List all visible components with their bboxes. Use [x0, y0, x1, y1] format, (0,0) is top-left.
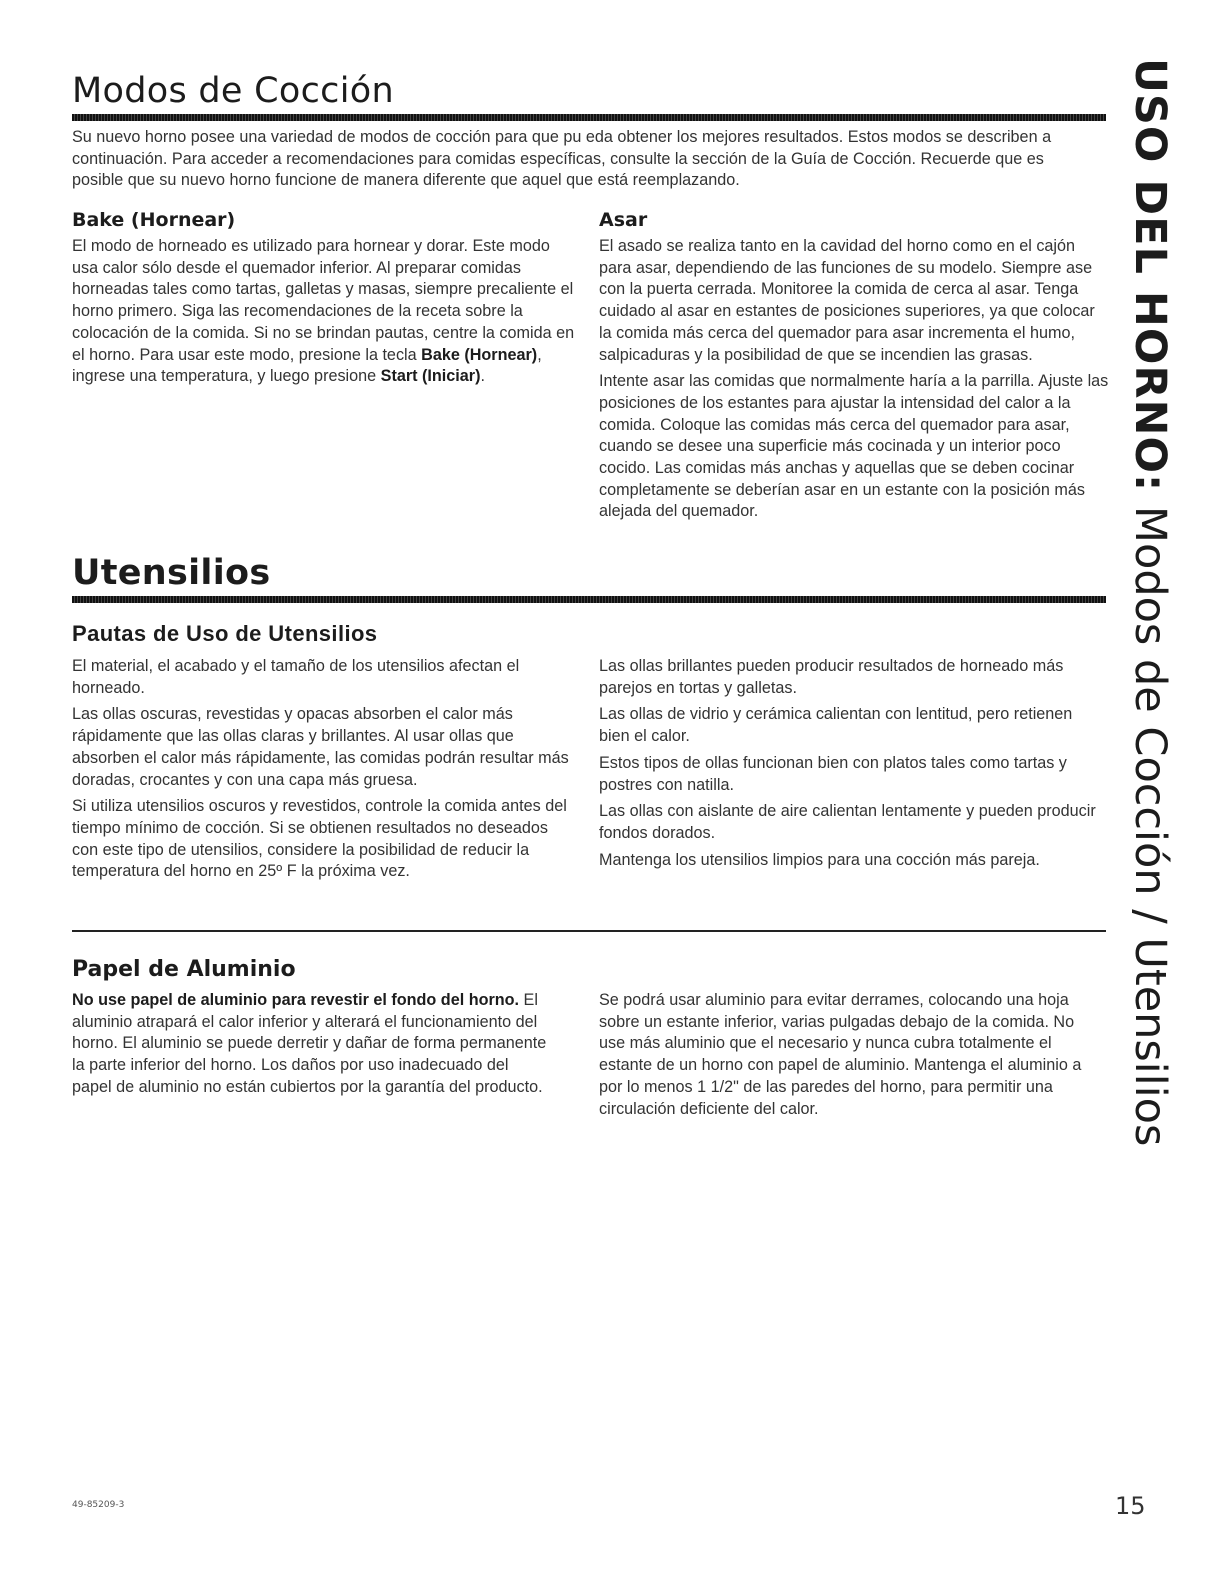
section-rule: [72, 596, 1106, 603]
section-rule: [72, 114, 1106, 121]
bake-key-label: Bake (Hornear): [421, 345, 538, 364]
foil-left-column: [72, 990, 547, 1099]
broil-paragraph-1: El asado se realiza tanto en la cavidad del horno como en el cajón para asar, dependiendo de las funciones de su modelo. Siempre ase con la puerta cerrada. Monitoree la comida de cerca al asar. Tenga cuidado al asar en estantes de posiciones superiores, ya que colocar la comida más cerca del quemador para asar incrementa el humo, salpicaduras y la posibilidad de que se incendien las grasas.: [599, 237, 1095, 364]
bake-heading: Bake (Hornear): [72, 209, 236, 231]
bake-text-1: El modo de horneado es utilizado para hornear y dorar. Este modo usa calor sólo desde el quemador inferior. Al preparar comidas horneadas tales como tartas, galletas y masas, siempre precaliente el horno primero. Siga las recomendaciones de la receta sobre la colocación de la comida. Si no se brindan pautas, centre la comida en el horno. Para usar este modo, presione la tecla: [72, 237, 575, 364]
guideline-paragraph: Las ollas brillantes pueden producir resultados de horneado más parejos en tortas y galletas.: [599, 657, 1064, 697]
intro-paragraph: Su nuevo horno posee una variedad de modos de cocción para que pu eda obtener los mejores resultados. Estos modos se describen a continuación. Para acceder a recomendaciones para comidas específicas, consulte la sección de la Guía de Cocción. Recuerde que es posible que su nuevo horno funcione de manera diferente que aquel que está reemplazando.: [72, 128, 1052, 190]
sidebar-chapter-strong: USO DEL HORNO:: [1125, 58, 1175, 493]
foil-warning-bold: No use papel de aluminio para revestir el fondo del horno.: [72, 991, 520, 1009]
guideline-paragraph: Las ollas con aislante de aire calientan lentamente y pueden producir fondos dorados.: [599, 802, 1096, 842]
foil-right-column: [599, 990, 1104, 1120]
section-title-cooking-modes: Modos de Cocción: [72, 71, 394, 111]
sidebar-chapter-title: [1124, 58, 1176, 1146]
foil-warning-text: El aluminio atrapará el calor inferior y alterará el funcionamiento del horno. El aluminio se puede derretir y dañar de forma permanente la parte inferior del horno. Los daños por uso inadecuado del papel de aluminio no están cubiertos por la garantía del producto.: [72, 991, 547, 1096]
guideline-paragraph: Las ollas oscuras, revestidas y opacas absorben el calor más rápidamente que las ollas claras y brillantes. Al usar ollas que absorben el calor más rápidamente, las comidas podrán resultar más doradas, crocantes y con una capa más gruesa.: [72, 705, 569, 789]
guidelines-right-column: [599, 656, 1104, 871]
bake-text-3: .: [480, 367, 486, 386]
guideline-paragraph: El material, el acabado y el tamaño de los utensilios afectan el horneado.: [72, 657, 520, 697]
bake-block: [72, 208, 577, 388]
broil-heading: Asar: [599, 209, 648, 231]
guidelines-heading: Pautas de Uso de Utensilios: [72, 621, 378, 646]
guideline-paragraph: Las ollas de vidrio y cerámica calientan con lentitud, pero retienen bien el calor.: [599, 705, 1073, 746]
guideline-paragraph: Mantenga los utensilios limpios para una cocción más pareja.: [599, 850, 1040, 869]
guideline-paragraph: Estos tipos de ollas funcionan bien con platos tales como tartas y postres con natilla.: [599, 753, 1067, 794]
start-key-label: Start (Iniciar): [380, 367, 481, 386]
broil-block: [599, 208, 1109, 523]
subsection-rule: [72, 930, 1106, 932]
sidebar-chapter-light: Modos de Cocción / Utensilios: [1125, 492, 1175, 1147]
page-number: 15: [1115, 1492, 1146, 1520]
bake-paragraph: [72, 236, 577, 388]
foil-usage-paragraph: Se podrá usar aluminio para evitar derrames, colocando una hoja sobre un estante inferior, varias pulgadas debajo de la comida. No use más aluminio que el necesario y nunca cubra totalmente el estante de un horno con papel de aluminio. Mantenga el aluminio a por lo menos 1 1/2" de las paredes del horno, para permitir una circulación deficiente del calor.: [599, 991, 1082, 1118]
broil-paragraph-2: Intente asar las comidas que normalmente haría a la parrilla. Ajuste las posiciones de los estantes para ajustar la intensidad del calor a la comida. Coloque las comidas más cerca del quemador para asar, cuando se desee una superficie más cocinada y un interior poco cocido. Las comidas más anchas y aquellas que se deben cocinar completamente se deberían asar en un estante con la posición más alejada del quemador.: [599, 372, 1109, 521]
foil-warning-paragraph: [72, 990, 547, 1099]
foil-heading: Papel de Aluminio: [72, 957, 296, 982]
section-title-cookware: Utensilios: [72, 553, 271, 593]
bake-text-2: , ingrese una temperatura, y luego presione: [72, 345, 542, 386]
document-code: 49-85209-3: [72, 1500, 125, 1510]
guideline-paragraph: Si utiliza utensilios oscuros y revestidos, controle la comida antes del tiempo mínimo de cocción. Si se obtienen resultados no deseados con este tipo de utensilios, considere la posibilidad de reducir la temperatura del horno en 25º F la próxima vez.: [72, 797, 567, 881]
guidelines-left-column: [72, 656, 577, 883]
